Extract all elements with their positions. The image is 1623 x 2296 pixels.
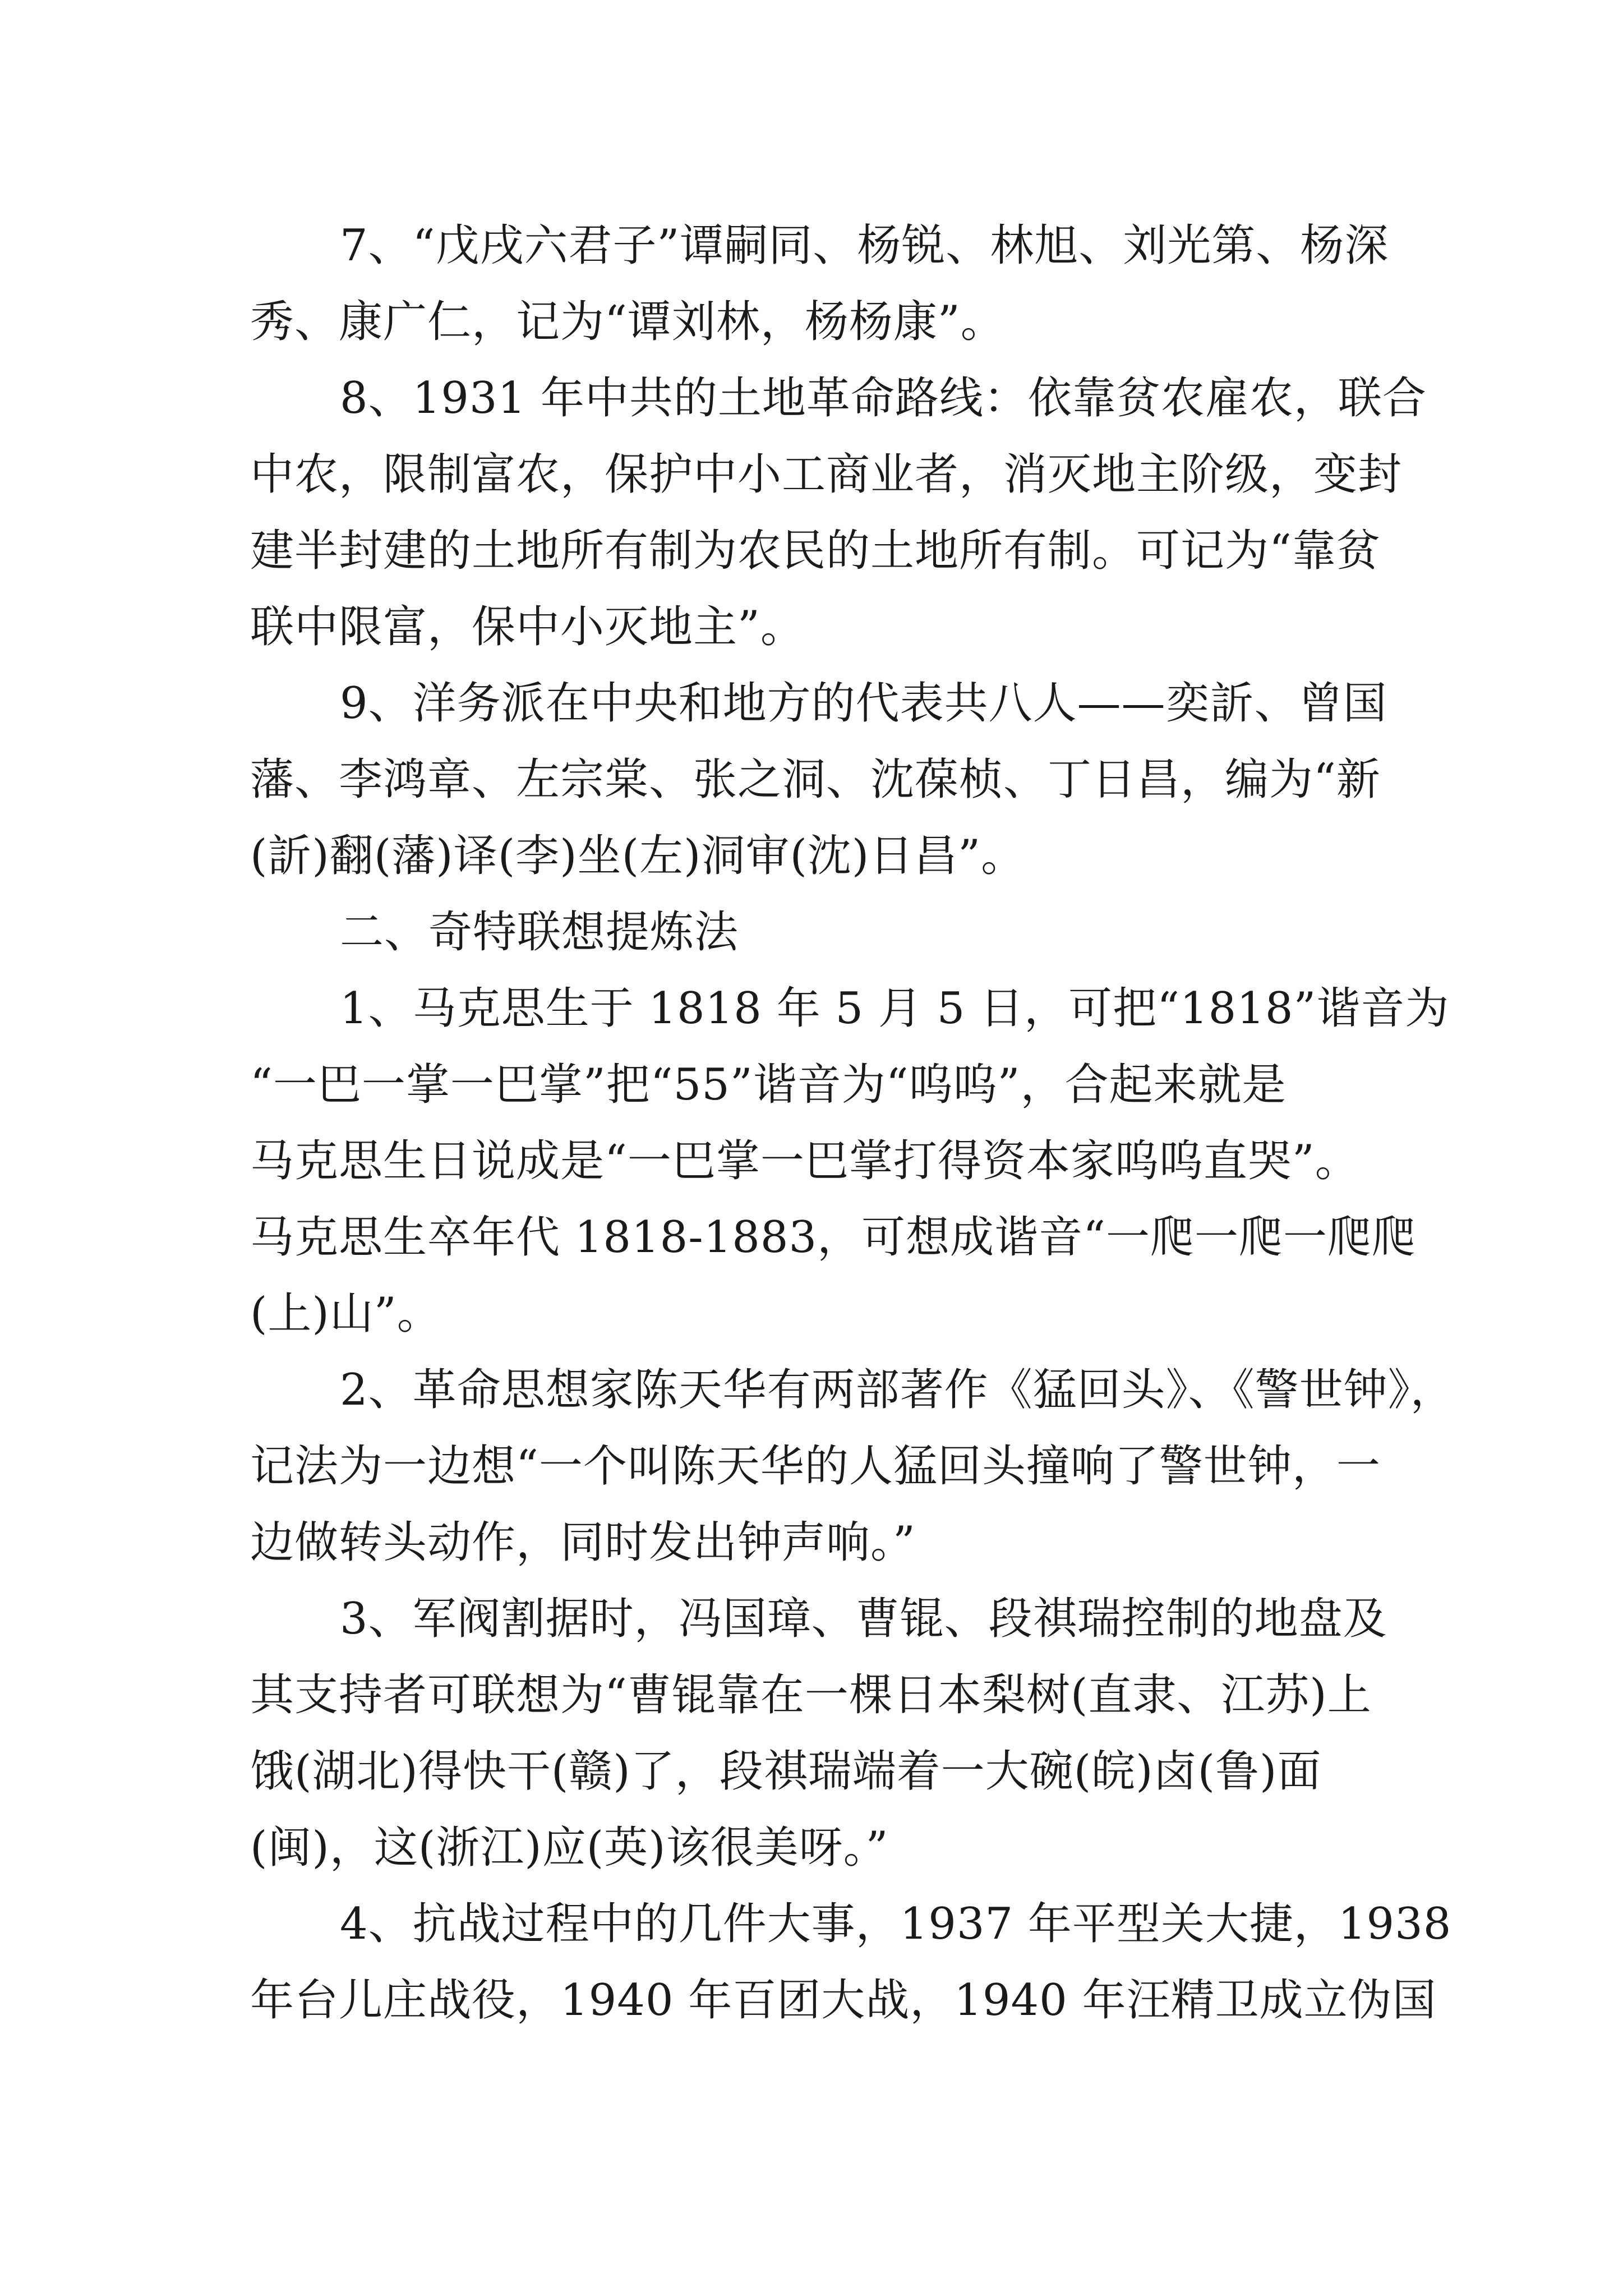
- text-line: 马克思生卒年代 1818-1883，可想成谐音“一爬一爬一爬爬: [250, 1212, 1417, 1263]
- text-line: (訢)翻(藩)译(李)坐(左)洞审(沈)日昌”。: [250, 831, 1026, 881]
- text-line: 1、马克思生于 1818 年 5 月 5 日，可把“1818”谐音为: [340, 983, 1450, 1034]
- text-line: 中农，限制富农，保护中小工商业者，消灭地主阶级，变封: [250, 449, 1403, 500]
- text-line: 藩、李鸿章、左宗棠、张之洞、沈葆桢、丁日昌，编为“新: [250, 754, 1381, 805]
- text-line: 其支持者可联想为“曹锟靠在一棵日本梨树(直隶、江苏)上: [250, 1670, 1372, 1720]
- text-line: (上)山”。: [250, 1289, 441, 1339]
- text-line: 7、“戊戌六君子”谭嗣同、杨锐、林旭、刘光第、杨深: [340, 220, 1389, 271]
- text-line: 3、军阀割据时，冯国璋、曹锟、段祺瑞控制的地盘及: [340, 1594, 1387, 1644]
- text-line: 记法为一边想“一个叫陈天华的人猛回头撞响了警世钟，一: [250, 1441, 1381, 1492]
- text-line: 二、奇特联想提炼法: [340, 907, 739, 958]
- text-line: 9、洋务派在中央和地方的代表共八人——奕訢、曾国: [340, 678, 1387, 729]
- text-line: “一巴一掌一巴掌”把“55”谐音为“呜呜”，合起来就是: [250, 1060, 1287, 1110]
- text-line: 2、革命思想家陈天华有两部著作《猛回头》、《警世钟》，: [340, 1365, 1455, 1415]
- document-body: [250, 208, 1455, 2039]
- text-line: 边做转头动作，同时发出钟声响。”: [250, 1517, 916, 1568]
- text-line: 马克思生日说成是“一巴掌一巴掌打得资本家呜呜直哭”。: [250, 1136, 1359, 1186]
- text-line: 8、1931 年中共的土地革命路线：依靠贫农雇农，联合: [340, 373, 1427, 424]
- text-line: 饿(湖北)得快干(赣)了，段祺瑞端着一大碗(皖)卤(鲁)面: [250, 1746, 1322, 1797]
- text-line: (闽)，这(浙江)应(英)该很美呀。”: [250, 1823, 889, 1873]
- text-line: 4、抗战过程中的几件大事，1937 年平型关大捷，1938: [340, 1899, 1452, 1949]
- text-line: 联中限富，保中小灭地主”。: [250, 602, 805, 652]
- text-line: 秀、康广仁，记为“谭刘林，杨杨康”。: [250, 297, 1005, 347]
- text-line: 年台儿庄战役，1940 年百团大战，1940 年汪精卫成立伪国: [250, 1975, 1437, 2026]
- text-line: 建半封建的土地所有制为农民的土地所有制。可记为“靠贫: [250, 526, 1381, 576]
